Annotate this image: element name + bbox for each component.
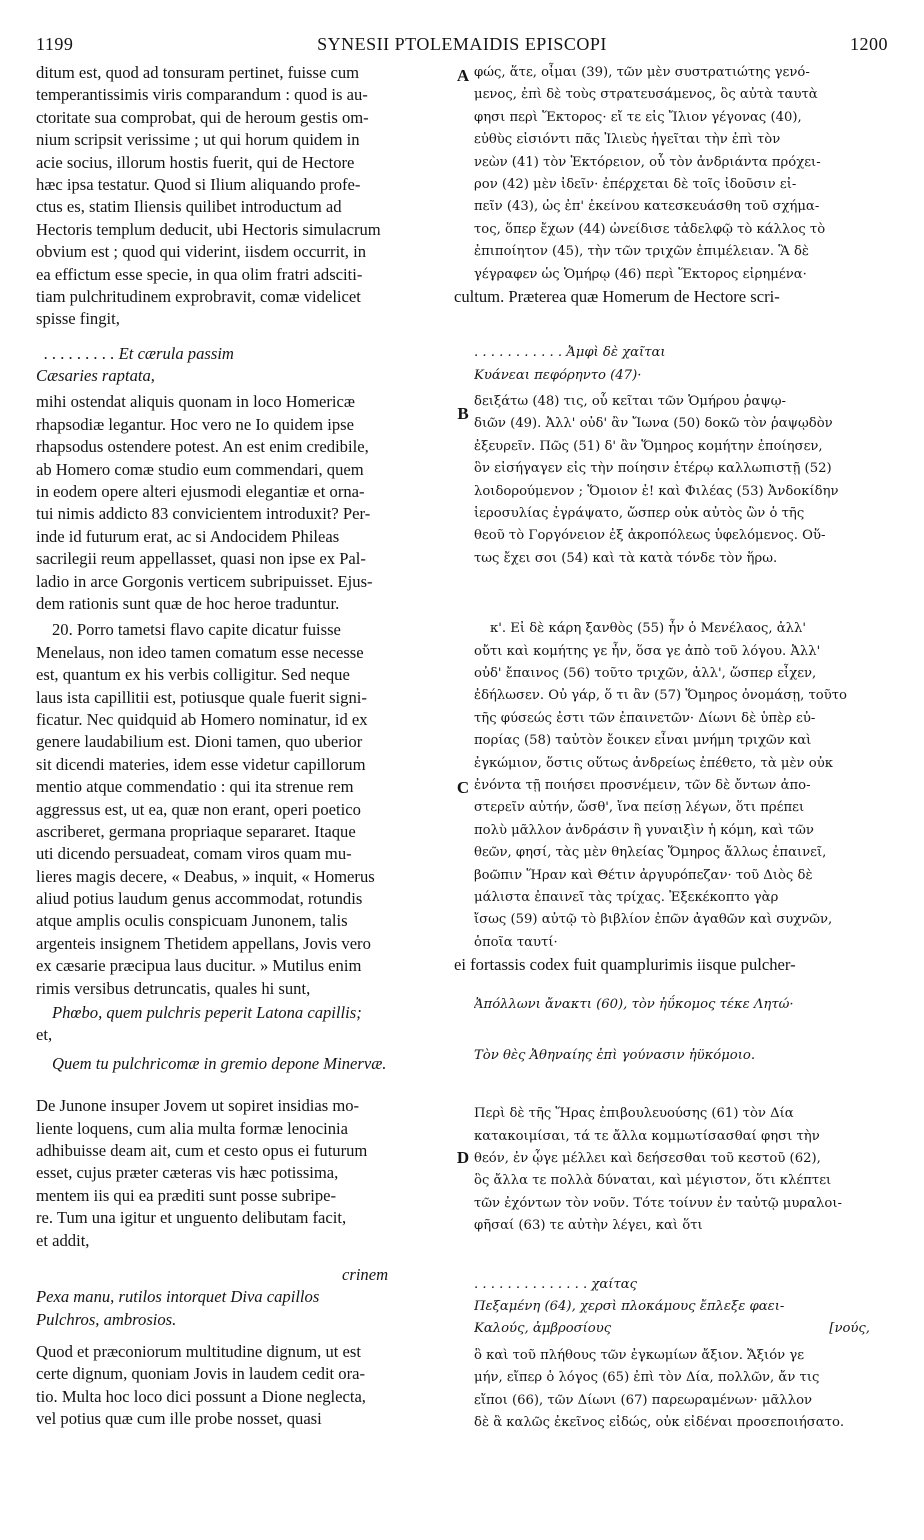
text-line: genere laudabilium est. Dioni tamen, quo uberior <box>36 732 363 752</box>
section-marker-a: A <box>456 66 470 85</box>
text-line: κατακοιμίσαι, τά τε ἄλλα κομμωτίσασθαί φησι τὴν <box>474 1128 820 1144</box>
verse-line: Ἀπόλλωνι ἄνακτι (60), τὸν ἠΰκομος τέκε Λητώ· <box>474 997 794 1013</box>
text-line: lieres magis decere, « Deabus, » inquit, « Homerus <box>36 866 375 886</box>
latin-paragraph-4 <box>36 1095 452 1252</box>
greek-paragraph-3 <box>474 618 890 954</box>
section-marker-d: D <box>456 1148 470 1167</box>
text-line: ὁποῖα ταυτί· <box>474 934 558 950</box>
text-line: De Junone insuper Jovem ut sopiret insidias mo- <box>36 1096 360 1116</box>
verse-line: et, <box>36 1025 53 1045</box>
greek-verse-3 <box>474 1274 890 1341</box>
text-line: sit dicendi materies, idem esse videtur capillorum <box>36 754 366 774</box>
text-line: rimis versibus detruncatis, quales hi sunt, <box>36 978 311 998</box>
text-line: ctoritate sua comprobat, qui de heroum gestis om- <box>36 107 369 127</box>
text-line: θεοῦ τὸ Γοργόνειον ἐξ ἀκροπόλεως ὑφελόμενος. Οὕ- <box>474 528 826 544</box>
greek-verse-1 <box>474 342 890 387</box>
verse-line: Pexa manu, rutilos intorquet Diva capillos <box>36 1287 320 1307</box>
verse-line: . . . . . . . . . . . Ἀμφὶ δὲ χαῖται <box>474 345 666 361</box>
verse-line: . . . . . . . . . Et cærula passim <box>44 343 234 363</box>
text-line: εἴποι (66), τῶν Δίωνι (67) παρεωραμένων· μᾶλλον <box>474 1392 813 1408</box>
verse-line <box>474 1318 890 1340</box>
text-line: laus ista capillitii est, potiusque quale fuerit signi- <box>36 687 367 707</box>
text-line: πορίας (58) ταὐτὸν ἔοικεν εἶναι μνήμη τριχῶν καὶ <box>474 733 812 749</box>
latin-verse-1 <box>36 343 452 388</box>
text-line: dem rationis sunt quæ de hoc heroe traduntur. <box>36 593 340 613</box>
text-line: aggressus est, ut ea, quæ non erant, operi poetico <box>36 799 361 819</box>
text-line: θεόν, ἐν ᾧγε μέλλει καὶ δεήσεσθαι τοῦ κεστοῦ (62), <box>474 1151 821 1167</box>
text-line: argenteis insignem Thetidem appellans, Jovis vero <box>36 933 371 953</box>
greek-paragraph-4 <box>474 1103 890 1237</box>
text-line: tui nimis addicto 83 convicientem introduxit? Per- <box>36 504 371 524</box>
text-line: hæc ipsa testatur. Quod si Ilium aliquando profe- <box>36 174 361 194</box>
text-line: οὔτι καὶ κομήτης γε ἦν, ὅσα γε ἀπὸ τοῦ λόγου. Ἀλλ' <box>474 643 821 659</box>
page-number-right: 1200 <box>850 34 888 54</box>
text-line: ex cæsarie præcipua laus ducitur. » Mutilus enim <box>36 956 362 976</box>
text-line: inde id futurum erat, ac si Andocidem Phileas <box>36 526 340 546</box>
text-line: tio. Multa hoc loco dici possunt a Dione neglecta, <box>36 1386 366 1406</box>
text-line: Menelaus, non ideo tamen comatum esse necesse <box>36 642 364 662</box>
text-line: πολὺ μᾶλλον ἀνδράσιν ἢ γυναιξὶν ἡ κόμη, καὶ τῶν <box>474 822 814 838</box>
text-line: ditum est, quod ad tonsuram pertinet, fuisse cum <box>36 63 360 82</box>
section-marker-c: C <box>456 778 470 797</box>
text-line: ἐγκώμιον, ὅστις οὕτως ἀνδρείως ἐπέθετο, τὰ μὲν οὐκ <box>474 755 833 771</box>
text-line: βοῶπιν Ἥραν καὶ Θέτιν ἀργυρόπεζαν· τοῦ Διὸς δὲ <box>474 867 813 883</box>
text-line: ἐνόντα τῇ ποιήσει προσνέμειν, τῶν δὲ ὄντων ἀπο- <box>474 777 811 793</box>
text-line: στερεῖν αὐτήν, ὥσθ', ἵνα πείσῃ λέγων, ὅτι πρέπει <box>474 800 805 816</box>
text-line: nium scripsit verissime ; ut qui horum quidem in <box>36 130 360 150</box>
text-line: κ'. Εἰ δὲ κάρη ξανθὸς (55) ἦν ὁ Μενέλαος, ἀλλ' <box>490 621 806 637</box>
text-line: est, quantum ex his verbis colligitur. Sed neque <box>36 665 350 685</box>
text-line: ρον (42) μὲν ἰδεῖν· ἐπέρχεται δὲ τοῖς ἰδοῦσιν εἰ- <box>474 176 797 192</box>
text-line: vel potius quæ cum ille probe nosset, quasi <box>36 1409 322 1429</box>
greek-column <box>454 62 890 1434</box>
text-line: δὲ ἃ καλῶς ἐκεῖνος εἰδώς, οὐκ εἰδέναι προσεποιήσατο. <box>474 1414 845 1430</box>
greek-paragraph-2 <box>474 391 890 570</box>
text-line: uti dicendo persuadeat, comam viros quam mu- <box>36 844 352 864</box>
text-line: οὐδ' ἔπαινος (56) τοῦτο τριχῶν, ἀλλ', ὥσπερ εἶχεν, <box>474 665 817 681</box>
text-line: λοιδορούμενον ; Ὅμοιον ἐ! καὶ Φιλέας (53) Ἀνδοκίδην <box>474 483 839 499</box>
text-line: ὃ καὶ τοῦ πλήθους τῶν ἐγκωμίων ἄξιον. Ἄξιόν γε <box>474 1347 805 1363</box>
verse-line: Πεξαμένη (64), χερσὶ πλοκάμους ἔπλεξε φαει- <box>474 1298 785 1314</box>
text-line: temperantissimis viris comparandum : quod is au- <box>36 85 368 105</box>
verse-line: Pulchros, ambrosios. <box>36 1309 177 1329</box>
greek-paragraph-5 <box>474 1345 890 1435</box>
text-line: in eodem opere alteri ejusmodi elegantiæ et orna- <box>36 482 365 502</box>
text-line: τος, ὅπερ ἔχων (44) ὠνείδισε τἀδελφῷ τὸ κάλλος τὸ <box>474 221 826 237</box>
text-line: δειξάτω (48) τις, οὗ κεῖται τῶν Ὁμήρου ῥαψῳ- <box>474 394 786 410</box>
text-line: rhapsodus ostendere potest. An est enim credibile, <box>36 437 369 457</box>
text-line: φησι περὶ Ἕκτορος· εἴ τε εἰς Ἴλιον γέγονας (40), <box>474 109 802 125</box>
latin-verse-3 <box>36 1264 452 1331</box>
verse-line: Κυάνεαι πεφόρηντο (47)· <box>474 367 642 383</box>
text-line: et addit, <box>36 1230 90 1250</box>
latin-verse-2 <box>36 1002 452 1075</box>
verse-line: . . . . . . . . . . . . . . χαίτας <box>474 1276 638 1292</box>
text-line: Quod et præconiorum multitudine dignum, ut est <box>36 1342 361 1362</box>
text-line: τως ἔχει σοι (54) καὶ τὰ κατὰ τόνδε τὸν ἥρω. <box>474 550 778 566</box>
latin-continuation-line: ei fortassis codex fuit quamplurimis iisque pulcher- <box>454 955 796 975</box>
text-line: obvium est ; quod qui viderint, iisdem occurrit, in <box>36 242 366 262</box>
text-line: ἱεροσυλίας ἐγράψατο, ὥσπερ οὐκ αὐτὸς ὢν ὁ τῆς <box>474 506 805 522</box>
text-line: acie socius, illorum hostis fuerit, qui de Hectore <box>36 152 355 172</box>
latin-continuation-line: cultum. Præterea quæ Homerum de Hectore scri- <box>454 286 780 306</box>
running-header <box>36 34 888 58</box>
text-line: ὃς ἄλλα τε πολλὰ δύναται, καὶ μέγιστον, ὅτι κλέπτει <box>474 1173 832 1189</box>
latin-paragraph-3 <box>36 619 452 1000</box>
text-line: ἐδήλωσεν. Οὐ γάρ, ὅ τι ἂν (57) Ὅμηρος ὀνομάσῃ, τοῦτο <box>474 688 847 704</box>
text-line: φῆσαί (63) τε αὐτὴν λέγει, καὶ ὅτι <box>474 1218 703 1234</box>
text-line: esset, cujus præter cæteras vis hæc potissima, <box>36 1163 339 1183</box>
text-line: τῆς φύσεώς ἐστι τῶν ἐπαινετῶν· Δίωνι δὲ ὑπὲρ εὐ- <box>474 710 816 726</box>
latin-paragraph-1 <box>36 62 452 331</box>
latin-paragraph-2 <box>36 391 452 615</box>
verse-turnover: [νούς, <box>829 1321 870 1337</box>
text-line: Περὶ δὲ τῆς Ἥρας ἐπιβουλευούσης (61) τὸν Δία <box>474 1106 794 1122</box>
text-line: μάλιστα ἐπαινεῖ τὰς τρίχας. Ἐξεκέκοπτο γὰρ <box>474 889 779 905</box>
verse-line: Τὸν θὲς Ἀθηναίης ἐπὶ γούνασιν ἠϋκόμοιο. <box>474 1047 756 1063</box>
text-line: τῶν ἐχόντων τὸν νοῦν. Τότε τοίνυν ἐν ταὐτῷ μυραλοι- <box>474 1195 842 1211</box>
page-number-left: 1199 <box>36 34 74 54</box>
text-line: εὐθὺς εἰσιόντι πᾶς Ἰλιεὺς ἡγεῖται τὴν ἐπὶ τὸν <box>474 132 781 148</box>
text-line: adhibuisse deam ait, cum et cesto opus ei futurum <box>36 1140 368 1160</box>
text-line: liente loquens, cum alia multa formæ lenocinia <box>36 1118 348 1138</box>
text-line: ficatur. Nec quidquid ab Homero nominatur, id ex <box>36 709 368 729</box>
text-line: mihi ostendat aliquis quonam in loco Homericæ <box>36 392 355 412</box>
text-line: sacrilegii reum appellasset, quasi non ipse ex Pal- <box>36 549 366 569</box>
latin-column <box>36 62 452 1431</box>
text-line: ea effictum esse specie, in qua olim fratri adsciti- <box>36 264 363 284</box>
verse-line: crinem <box>342 1264 389 1284</box>
text-line: γέγραφεν ὡς Ὁμήρῳ (46) περὶ Ἕκτορος εἰρημένα· <box>474 266 807 282</box>
section-marker-b: B <box>457 404 469 423</box>
text-line: ἐπιποίητον (45), τὴν τῶν τριχῶν ἐπιμέλειαν. Ἃ δὲ <box>474 244 809 260</box>
latin-paragraph-5 <box>36 1341 452 1431</box>
text-line: mentem iis qui ea præditi sunt posse subripe- <box>36 1185 337 1205</box>
text-line: Hectoris templum deducit, ubi Hectoris simulacrum <box>36 219 381 239</box>
text-line: rhapsodiæ legantur. Hoc vero ne Io quidem ipse <box>36 414 354 434</box>
text-line: ctus es, statim Iliensis quilibet introductum ad <box>36 197 342 217</box>
text-line: ὃν εἰσήγαγεν εἰς τὴν ποίησιν ἑτέρῳ καλλωπιστῇ (52) <box>474 461 832 477</box>
text-line: re. Tum una igitur et unguento delibutam facit, <box>36 1208 347 1228</box>
text-line: μενος, ἐπὶ δὲ τοὺς στρατευσάμενος, ὃς αὐτὰ ταυτὰ <box>474 87 818 103</box>
text-line: tiam pulchritudinem exprobravit, comæ videlicet <box>36 286 361 306</box>
verse-line: Phœbo, quem pulchris peperit Latona capillis; <box>52 1003 362 1023</box>
text-line: 20. Porro tametsi flavo capite dicatur fuisse <box>52 620 341 640</box>
verse-line: Cæsaries raptata, <box>36 366 155 386</box>
text-line: atque amplis oculis conspicuam Junonem, talis <box>36 911 348 931</box>
text-line: θεῶν, φησί, τὰς μὲν θηλείας Ὅμηρος ἄλλως ἐπαινεῖ, <box>474 845 827 861</box>
text-line: mentio atque commendatio : qui ita strenue rem <box>36 777 354 797</box>
text-line: ladio in arce Gorgonis verticem subripuisset. Ejus- <box>36 571 373 591</box>
text-line: διῶν (49). Ἀλλ' οὐδ' ἂν Ἴωνα (50) δοκῶ τὸν ῥαψῳδὸν <box>474 416 833 432</box>
running-title: SYNESII PTOLEMAIDIS EPISCOPI <box>317 34 607 54</box>
text-line: ascriberet, germana propriaque separaret. Itaque <box>36 821 356 841</box>
verse-fragment: Καλούς, ἀμβροσίους <box>474 1321 612 1337</box>
text-line: ἐξευρεῖν. Πῶς (51) δ' ἂν Ὅμηρος κομήτην ἐποίησεν, <box>474 438 823 454</box>
text-line: μήν, εἴπερ ὁ λόγος (65) ἐπὶ τὸν Δία, πολλῶν, ἄν τις <box>474 1370 820 1386</box>
text-line: φώς, ἅτε, οἶμαι (39), τῶν μὲν συστρατιώτης γενό- <box>474 65 810 80</box>
text-line: νεὼν (41) τὸν Ἑκτόρειον, οὗ τὸν ἀνδριάντα πρόχει- <box>474 154 821 170</box>
text-line: certe dignum, quoniam Jovis in laudem cedit ora- <box>36 1364 366 1384</box>
text-line: ἴσως (59) αὐτῷ τὸ βιβλίον ἐπῶν ἀγαθῶν καὶ συχνῶν, <box>474 912 833 928</box>
verse-line: Quem tu pulchricomæ in gremio depone Minervæ. <box>52 1053 387 1073</box>
greek-verse-2 <box>474 994 890 1067</box>
greek-paragraph-1 <box>474 62 890 286</box>
text-line: aliud potius laudum genus accommodat, rotundis <box>36 889 363 909</box>
text-line: spisse fingit, <box>36 309 120 329</box>
text-line: πεῖν (43), ὡς ἐπ' ἐκείνου κατεσκευάσθη τοῦ σχήμα- <box>474 199 820 215</box>
text-line: ab Homero comæ studio eum commendari, quem <box>36 459 364 479</box>
